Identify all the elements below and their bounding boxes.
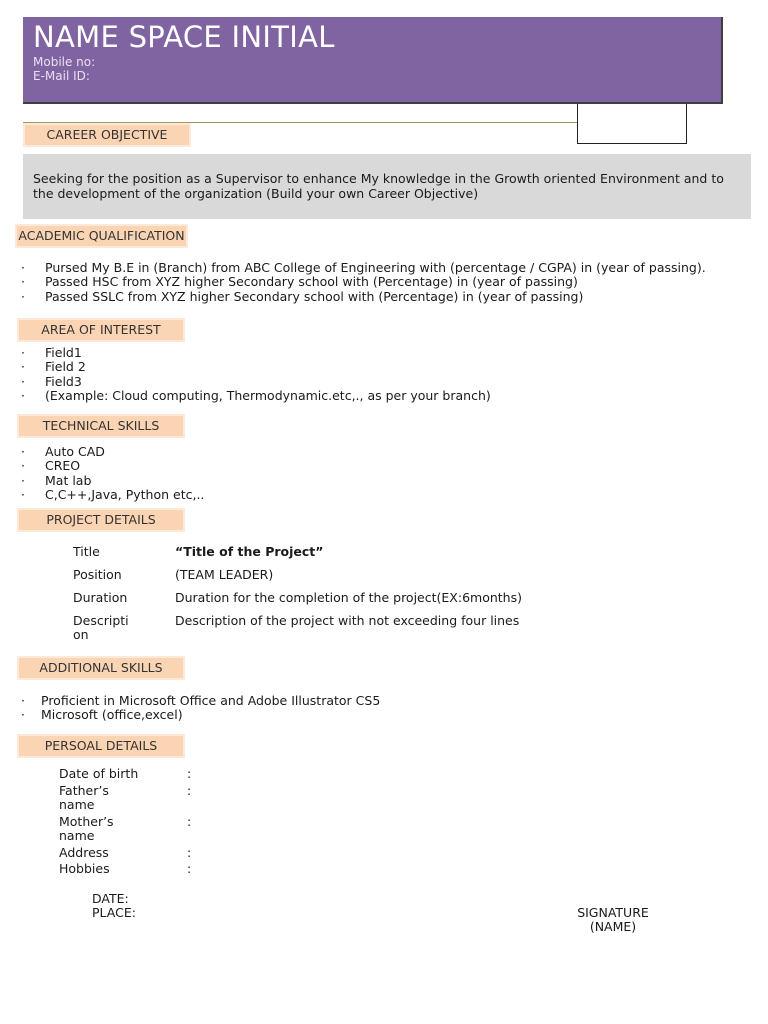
signature-block — [570, 906, 656, 934]
father-name-label-line: Father’s — [59, 783, 109, 798]
mother-name-label — [59, 815, 159, 843]
colon: : — [187, 845, 192, 860]
email-label: E-Mail ID: — [33, 69, 90, 83]
signature-name: (NAME) — [589, 919, 637, 934]
list-item: · Microsoft (office,excel) — [21, 708, 380, 722]
colon: : — [187, 766, 192, 781]
section-heading-additional: ADDITIONAL SKILLS — [19, 658, 183, 678]
colon: : — [187, 814, 192, 829]
project-description-label — [73, 614, 143, 642]
divider-line — [23, 122, 578, 123]
dob-label: Date of birth — [59, 766, 139, 781]
list-item: · Proficient in Microsoft Office and Adobe Illustrator CS5 — [21, 694, 380, 708]
list-item: · Auto CAD — [21, 445, 204, 459]
candidate-name: NAME SPACE INITIAL — [33, 20, 335, 54]
list-item: · Pursed My B.E in (Branch) from ABC College of Engineering with (percentage / CGPA) in (year of passing). — [21, 261, 706, 275]
project-description-label-line: on — [73, 627, 89, 642]
section-heading-career-objective: CAREER OBJECTIVE — [25, 125, 189, 145]
project-duration-label: Duration — [73, 590, 128, 605]
project-title-value: “Title of the Project” — [175, 544, 324, 559]
list-item: · CREO — [21, 459, 204, 473]
project-position-label: Position — [73, 567, 122, 582]
mother-name-label-line: Mother’s — [59, 814, 114, 829]
section-heading-personal: PERSOAL DETAILS — [19, 736, 183, 756]
photo-box — [577, 104, 687, 144]
interest-list — [21, 346, 491, 403]
project-position-value: (TEAM LEADER) — [175, 567, 274, 582]
project-description-value: Description of the project with not exceeding four lines — [175, 613, 520, 628]
list-item: · (Example: Cloud computing, Thermodynamic.etc,., as per your branch) — [21, 389, 491, 403]
project-duration-value: Duration for the completion of the project(EX:6months) — [175, 590, 522, 605]
section-heading-technical: TECHNICAL SKILLS — [19, 416, 183, 436]
list-item: · Field 2 — [21, 360, 491, 374]
contact-info — [33, 55, 95, 83]
list-item: · Field1 — [21, 346, 491, 360]
list-item: · Field3 — [21, 375, 491, 389]
father-row — [0, 784, 300, 812]
additional-list — [21, 694, 380, 723]
mother-row — [0, 815, 300, 843]
objective-text: Seeking for the position as a Supervisor to enhance My knowledge in the Growth oriented Environment and to the development of the organization (Build your own Career Objective) — [33, 171, 724, 201]
place-label: PLACE: — [92, 905, 136, 920]
date-place — [92, 892, 136, 920]
father-name-label — [59, 784, 159, 812]
project-title-label: Title — [73, 544, 100, 559]
dob-row — [0, 767, 300, 781]
address-label: Address — [59, 845, 109, 860]
colon: : — [187, 783, 192, 798]
address-row — [0, 846, 300, 860]
list-item: · C,C++,Java, Python etc,.. — [21, 488, 204, 502]
hobbies-label: Hobbies — [59, 861, 110, 876]
signature-label: SIGNATURE — [577, 905, 649, 920]
list-item: · Passed SSLC from XYZ higher Secondary school with (Percentage) in (year of passing) — [21, 290, 706, 304]
list-item: · Mat lab — [21, 474, 204, 488]
project-description-label-line: Descripti — [73, 613, 129, 628]
colon: : — [187, 861, 192, 876]
list-item: · Passed HSC from XYZ higher Secondary school with (Percentage) in (year of passing) — [21, 275, 706, 289]
technical-list — [21, 445, 204, 502]
date-label: DATE: — [92, 891, 129, 906]
father-name-label-line: name — [59, 797, 95, 812]
section-heading-academic: ACADEMIC QUALIFICATION — [17, 226, 186, 246]
mother-name-label-line: name — [59, 828, 95, 843]
hobbies-row — [0, 862, 300, 876]
section-heading-project: PROJECT DETAILS — [19, 510, 183, 530]
mobile-label: Mobile no: — [33, 55, 96, 69]
academic-list — [21, 261, 706, 304]
section-heading-interest: AREA OF INTEREST — [19, 320, 183, 340]
